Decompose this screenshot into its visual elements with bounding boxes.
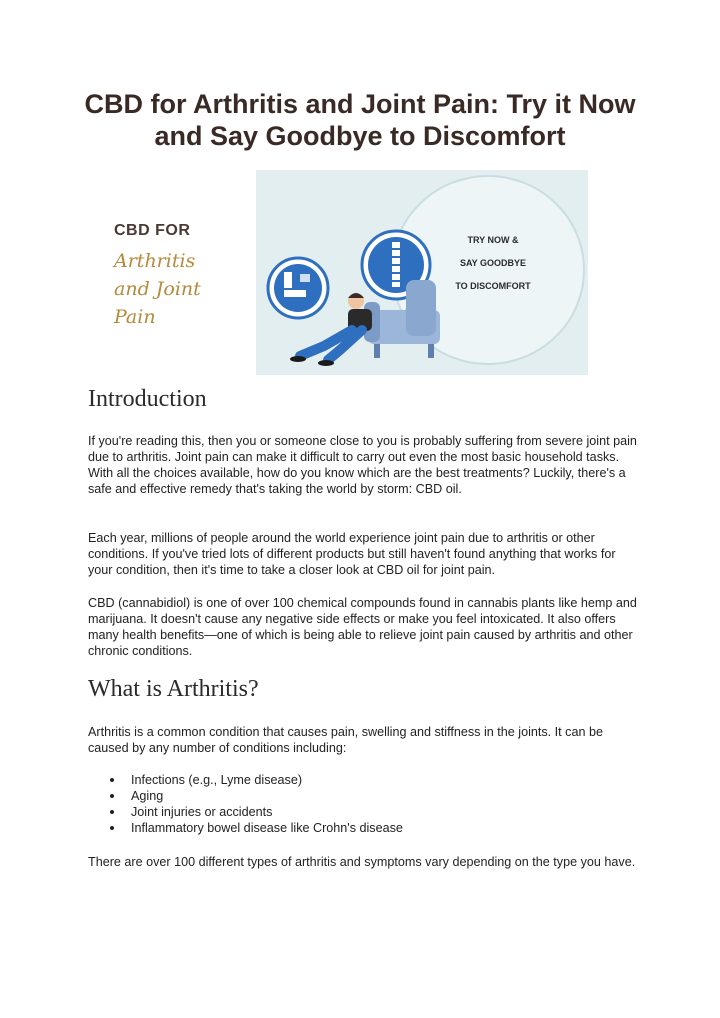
bullet-icon — [110, 778, 114, 782]
bullet-icon — [110, 794, 114, 798]
list-item — [88, 772, 588, 788]
knee-joint-icon — [268, 258, 328, 318]
list-item-text: Infections (e.g., Lyme disease) — [131, 773, 303, 787]
bullet-icon — [110, 810, 114, 814]
hero-caption-script-3: Pain — [114, 306, 156, 328]
intro-paragraph-1: If you're reading this, then you or someone close to you is probably suffering from severe joint pain due to arthritis. Joint pain can make it difficult to carry out even the most basic household tasks. With all the choices available, how do you know which are the best treatments? Luckily, there's a safe and effective remedy that's taking the world by storm: CBD oil. — [88, 434, 637, 496]
hero-image — [88, 170, 588, 375]
bullet-icon — [110, 826, 114, 830]
intro-paragraph-2: Each year, millions of people around the world experience joint pain due to arthritis or other conditions. If you've tried lots of different products but still haven't found anything that works for your condition, then it's time to take a closer look at CBD oil for joint pain. — [88, 531, 616, 577]
list-item-text: Joint injuries or accidents — [131, 805, 273, 819]
illustration-svg — [256, 170, 588, 375]
list-item — [88, 788, 588, 804]
hero-illustration-panel — [256, 170, 588, 375]
arthritis-heading: What is Arthritis? — [88, 676, 259, 702]
intro-heading: Introduction — [88, 386, 207, 412]
bubble-text-3: TO DISCOMFORT — [455, 281, 531, 291]
page-title: CBD for Arthritis and Joint Pain: Try it Now and Say Goodbye to Discomfort — [84, 89, 636, 151]
causes-list — [88, 772, 588, 836]
arthritis-paragraph-2: There are over 100 different types of arthritis and symptoms vary depending on the type you have. — [88, 855, 636, 869]
list-item-text: Inflammatory bowel disease like Crohn's disease — [131, 821, 403, 835]
bubble-text-2: SAY GOODBYE — [459, 258, 527, 268]
hero-caption-script-2: and Joint — [114, 278, 201, 300]
arthritis-paragraph-1: Arthritis is a common condition that causes pain, swelling and stiffness in the joints. It can be caused by any number of conditions including: — [88, 725, 603, 755]
hero-caption-heading: CBD FOR — [114, 222, 191, 239]
bubble-text-1: TRY NOW & — [467, 235, 519, 245]
list-item-text: Aging — [131, 789, 164, 803]
list-item — [88, 820, 588, 836]
hero-caption-panel — [88, 170, 256, 375]
hero-caption-script-1: Arthritis — [114, 250, 196, 272]
intro-paragraph-3: CBD (cannabidiol) is one of over 100 chemical compounds found in cannabis plants like hemp and marijuana. It doesn't cause any negative side effects or make you feel intoxicated. It also offers many health benefits—one of which is being able to relieve joint pain caused by arthritis and other chronic conditions. — [88, 596, 637, 658]
list-item — [88, 804, 588, 820]
